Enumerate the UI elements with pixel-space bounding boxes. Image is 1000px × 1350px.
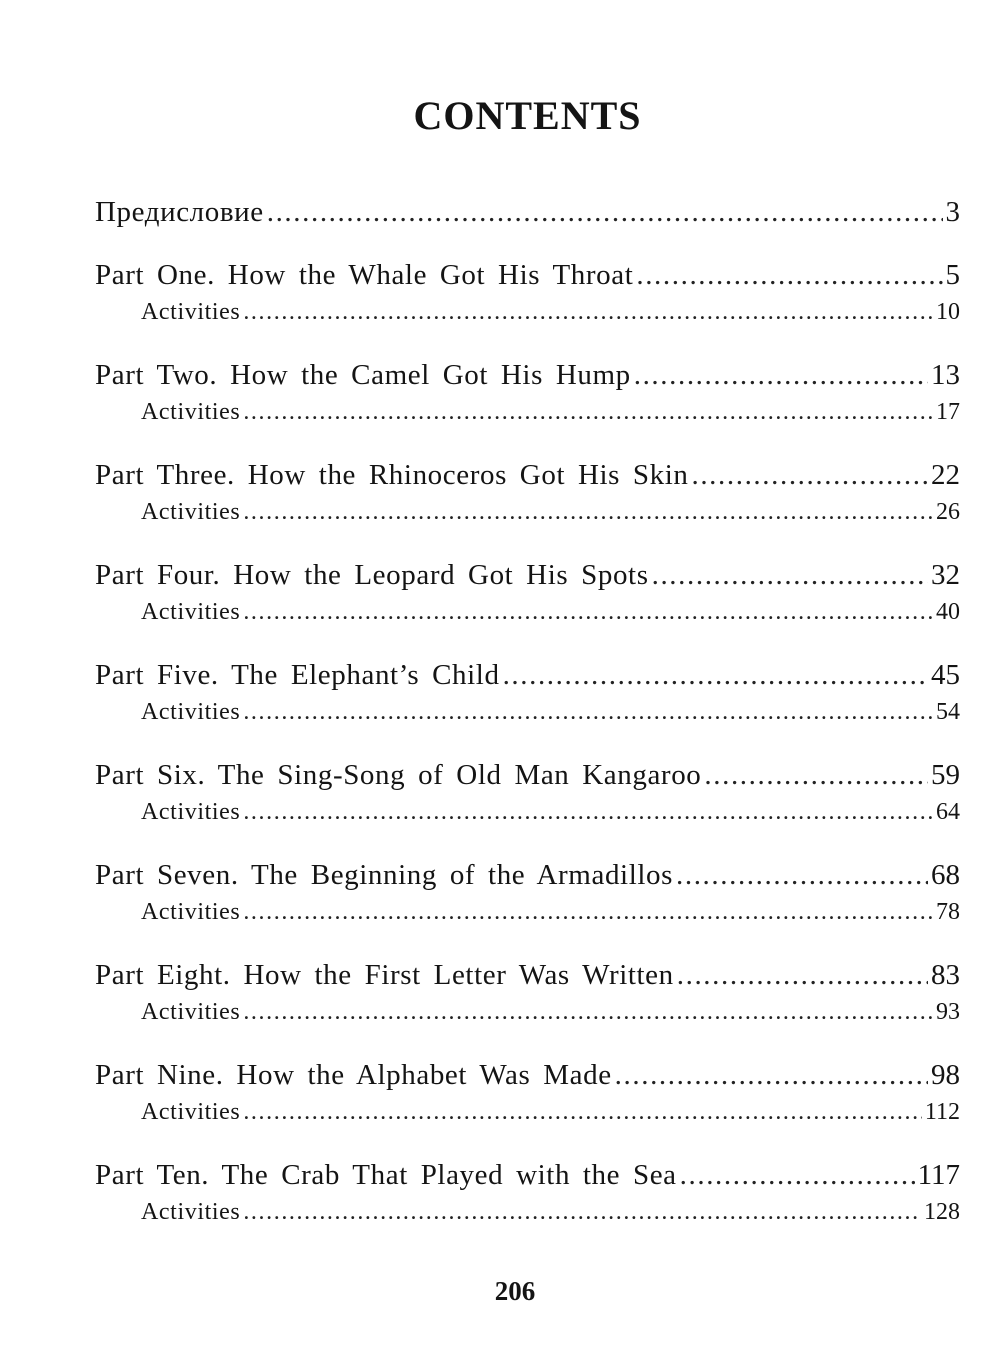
toc-entry-label: Part Seven. The Beginning of the Armadillos bbox=[95, 859, 673, 891]
toc-subentry-part-four-activities[interactable] bbox=[141, 599, 960, 626]
toc-entry-label: Part Three. How the Rhinoceros Got His Skin bbox=[95, 459, 689, 491]
toc-entry-page: 68 bbox=[931, 859, 960, 891]
toc-subentry-label: Activities bbox=[141, 599, 241, 625]
toc-entry-page: 117 bbox=[917, 1159, 960, 1191]
toc-subentry-label: Activities bbox=[141, 999, 241, 1025]
dot-leader bbox=[243, 1099, 922, 1126]
toc-entry-part-five[interactable] bbox=[95, 659, 960, 692]
toc-entry-part-two[interactable] bbox=[95, 359, 960, 392]
dot-leader bbox=[680, 1159, 915, 1192]
toc-entry-part-eight[interactable] bbox=[95, 959, 960, 992]
toc-entry-part-three[interactable] bbox=[95, 459, 960, 492]
toc-subentry-label: Activities bbox=[141, 799, 241, 825]
toc-subentry-page: 128 bbox=[924, 1199, 960, 1225]
dot-leader bbox=[243, 1199, 921, 1226]
dot-leader bbox=[676, 859, 928, 892]
toc-subentry-page: 93 bbox=[936, 999, 960, 1025]
toc-entry-page: 98 bbox=[931, 1059, 960, 1091]
dot-leader bbox=[267, 196, 943, 229]
toc-subentry-page: 17 bbox=[936, 399, 960, 425]
dot-leader bbox=[243, 999, 933, 1026]
dot-leader bbox=[243, 899, 933, 926]
dot-leader bbox=[636, 259, 942, 292]
dot-leader bbox=[243, 399, 933, 426]
dot-leader bbox=[691, 459, 928, 492]
toc-entry-label: Part Two. How the Camel Got His Hump bbox=[95, 359, 631, 391]
toc-entry-label: Part Eight. How the First Letter Was Written bbox=[95, 959, 674, 991]
dot-leader bbox=[704, 759, 928, 792]
toc-entry-part-four[interactable] bbox=[95, 559, 960, 592]
dot-leader bbox=[243, 699, 933, 726]
toc-subentry-part-seven-activities[interactable] bbox=[141, 899, 960, 926]
toc-entry-page: 5 bbox=[945, 259, 960, 291]
toc-entry-part-nine[interactable] bbox=[95, 1059, 960, 1092]
toc-subentry-part-nine-activities[interactable] bbox=[141, 1099, 960, 1126]
toc-entry-page: 45 bbox=[931, 659, 960, 691]
toc-entry-page: 59 bbox=[931, 759, 960, 791]
dot-leader bbox=[634, 359, 928, 392]
toc-subentry-page: 112 bbox=[924, 1099, 960, 1125]
toc-entry-page: 22 bbox=[931, 459, 960, 491]
toc-subentry-label: Activities bbox=[141, 699, 241, 725]
toc-entry-label: Предисловие bbox=[95, 196, 264, 228]
dot-leader bbox=[677, 959, 928, 992]
toc-subentry-page: 40 bbox=[936, 599, 960, 625]
toc-entry-page: 83 bbox=[931, 959, 960, 991]
toc-entry-label: Part Five. The Elephant’s Child bbox=[95, 659, 500, 691]
toc-subentry-page: 26 bbox=[936, 499, 960, 525]
toc-subentry-part-two-activities[interactable] bbox=[141, 399, 960, 426]
dot-leader bbox=[243, 799, 933, 826]
dot-leader bbox=[243, 599, 933, 626]
toc-entry-page: 32 bbox=[931, 559, 960, 591]
toc-subentry-page: 54 bbox=[936, 699, 960, 725]
toc-entry-label: Part Four. How the Leopard Got His Spots bbox=[95, 559, 649, 591]
toc-entry-part-seven[interactable] bbox=[95, 859, 960, 892]
toc-subentry-part-ten-activities[interactable] bbox=[141, 1199, 960, 1226]
toc-entry-page: 3 bbox=[945, 196, 960, 228]
dot-leader bbox=[243, 299, 933, 326]
toc-subentry-label: Activities bbox=[141, 499, 241, 525]
toc-entry-part-six[interactable] bbox=[95, 759, 960, 792]
toc-subentry-part-eight-activities[interactable] bbox=[141, 999, 960, 1026]
toc-subentry-label: Activities bbox=[141, 299, 241, 325]
toc-subentry-page: 78 bbox=[936, 899, 960, 925]
toc-entry-preface[interactable] bbox=[95, 196, 960, 229]
toc-subentry-label: Activities bbox=[141, 1099, 241, 1125]
toc-subentry-part-three-activities[interactable] bbox=[141, 499, 960, 526]
toc-entry-label: Part Nine. How the Alphabet Was Made bbox=[95, 1059, 612, 1091]
toc-subentry-label: Activities bbox=[141, 899, 241, 925]
toc-subentry-page: 10 bbox=[936, 299, 960, 325]
toc-entry-part-one[interactable] bbox=[95, 259, 960, 292]
page-title: CONTENTS bbox=[413, 93, 642, 138]
toc-entry-label: Part Ten. The Crab That Played with the Sea bbox=[95, 1159, 677, 1191]
toc-subentry-page: 64 bbox=[936, 799, 960, 825]
toc-subentry-part-one-activities[interactable] bbox=[141, 299, 960, 326]
toc-entry-page: 13 bbox=[931, 359, 960, 391]
dot-leader bbox=[243, 499, 933, 526]
toc-entry-part-ten[interactable] bbox=[95, 1159, 960, 1192]
toc-subentry-label: Activities bbox=[141, 1199, 241, 1225]
toc-entry-label: Part Six. The Sing-Song of Old Man Kangaroo bbox=[95, 759, 702, 791]
toc-subentry-label: Activities bbox=[141, 399, 241, 425]
page-number: 206 bbox=[494, 1276, 536, 1306]
toc-entry-label: Part One. How the Whale Got His Throat bbox=[95, 259, 634, 291]
dot-leader bbox=[615, 1059, 928, 1092]
toc-subentry-part-six-activities[interactable] bbox=[141, 799, 960, 826]
dot-leader bbox=[652, 559, 928, 592]
dot-leader bbox=[503, 659, 928, 692]
toc-subentry-part-five-activities[interactable] bbox=[141, 699, 960, 726]
